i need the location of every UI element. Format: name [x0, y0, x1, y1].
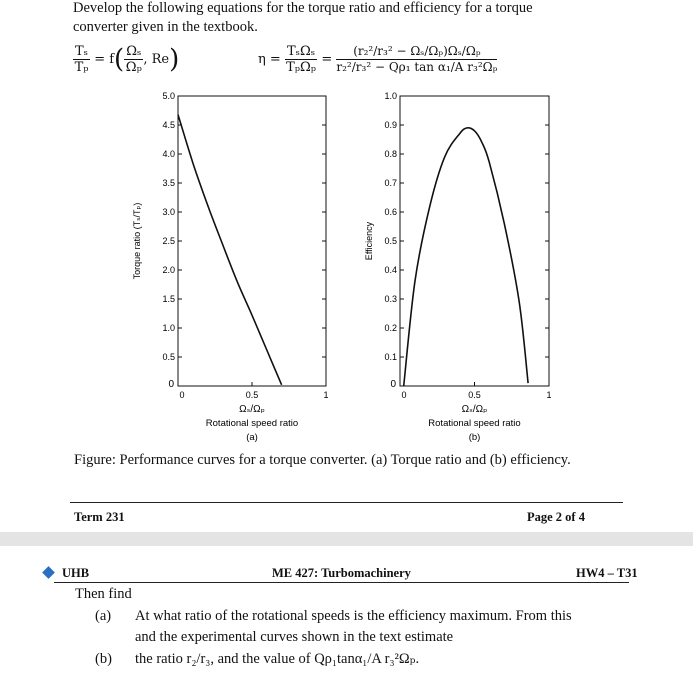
chart-b-ytick-label: 0.3 [384, 294, 397, 304]
chart-a-ylabel: Torque ratio (Tₛ/Tₚ) [132, 202, 142, 280]
document-page-2 [0, 546, 693, 673]
eq-equals: = [321, 52, 333, 67]
eq-lhs-numerator: Tₛ [75, 44, 89, 59]
chart-a-ytick-label: 3.0 [162, 207, 175, 217]
university-logo-icon [42, 566, 55, 579]
eq-f1-denominator: TₚΩₚ [286, 60, 316, 75]
chart-b-ytick-label: 0.8 [384, 149, 397, 159]
chart-b-xtick-label: 1 [546, 390, 552, 400]
chart-b-ytick-label: 0.2 [384, 323, 397, 333]
chart-a-ytick-label: 3.5 [162, 178, 175, 188]
item-a-line-1: At what ratio of the rotational speeds is the efficiency maximum. From this [135, 608, 572, 624]
chart-a-panel-label: (a) [246, 432, 258, 443]
chart-a-ytick-label: 1.5 [162, 294, 175, 304]
chart-a-xlabel-symbol: Ωₛ/Ωₚ [239, 404, 265, 415]
chart-a-ytick-label: 2.0 [162, 265, 175, 275]
header-university: UHB [62, 566, 90, 580]
intro-line-1: Develop the following equations for the torque ratio and efficiency for a torque [73, 0, 533, 16]
eq-f2-numerator: (r₂²/r₃² − Ωₛ/Ωₚ)Ωₛ/Ωₚ [336, 44, 497, 60]
chart-a-ytick-label: 5.0 [162, 91, 175, 101]
chart-b-series-line [404, 128, 528, 386]
chart-a-origin-label: 0 [168, 379, 174, 390]
performance-figure [0, 88, 693, 448]
chart-b-ytick-label: 0.7 [384, 178, 397, 188]
eq-f1-numerator: TₛΩₛ [286, 44, 316, 59]
chart-a-ytick-label: 1.0 [162, 323, 175, 333]
chart-b-xtick-label: 0 [401, 390, 407, 400]
chart-b-ytick-label: 0.1 [384, 352, 397, 362]
chart-a-ytick-label: 4.5 [162, 120, 175, 130]
chart-a-ytick-label: 2.5 [162, 236, 175, 246]
intro-line-2: converter given in the textbook. [73, 19, 258, 35]
eq-eta: η = [258, 52, 281, 67]
header-course: ME 427: Turbomachinery [272, 566, 411, 580]
chart-b-xtick-label: 0.5 [468, 390, 481, 400]
chart-b-ylabel: Efficiency [364, 221, 374, 261]
chart-a-xtick-label: 0 [179, 390, 185, 400]
footer-term: Term 231 [74, 510, 125, 524]
eq-f2-denominator: r₂²/r₃² − Qρ₁ tan α₁/A r₃²Ωₚ [336, 60, 498, 74]
chart-b-xlabel: Rotational speed ratio [428, 418, 521, 429]
chart-b-origin-label: 0 [390, 379, 396, 390]
item-b-line-1: the ratio r₂/r₃, and the value of Qρ₁tanα₁/A r₃²Ωₚ. [135, 651, 420, 667]
efficiency-equation [258, 44, 497, 75]
chart-a-xtick-label: 0.5 [245, 390, 259, 400]
torque-ratio-equation: $\frac{\text{Tₛ}}{\text{Tₚ}}$ = f( $\frac{\text{Ωₛ}}{\text{Ωₚ}}$ , Re) [74, 44, 180, 75]
chart-b-ytick-label: 0.9 [384, 120, 397, 130]
eq-arg-denominator: Ωₚ [125, 60, 142, 75]
header-homework: HW4 – T31 [576, 566, 638, 580]
item-a-line-2: and the experimental curves shown in the text estimate [135, 629, 454, 645]
eq-arg-tail: , Re [143, 52, 170, 67]
chart-b-ytick-label: 1.0 [384, 91, 397, 101]
chart-b-ytick-label: 0.4 [384, 265, 397, 275]
chart-b-xlabel-symbol: Ωₛ/Ωₚ [461, 404, 488, 415]
chart-a-series-line [178, 115, 282, 385]
chart-b-ytick-label: 0.5 [384, 236, 397, 246]
item-b-label: (b) [95, 651, 112, 667]
chart-a-xtick-label: 1 [323, 390, 329, 400]
chart-b-ytick-label: 0.6 [384, 207, 397, 217]
eq-lhs-denominator: Tₚ [74, 60, 89, 75]
chart-a-xlabel: Rotational speed ratio [205, 418, 299, 429]
eq-arg-numerator: Ωₛ [126, 44, 142, 59]
figure-caption: Figure: Performance curves for a torque converter. (a) Torque ratio and (b) efficiency. [74, 452, 571, 468]
item-a-label: (a) [95, 608, 112, 624]
chart-a-ytick-label: 0.5 [162, 352, 175, 362]
chart-a-ytick-label: 4.0 [162, 149, 175, 159]
footer-rule [70, 502, 623, 503]
eq-function: = f [94, 52, 115, 67]
chart-b-panel-label: (b) [468, 432, 481, 443]
then-find-text: Then find [75, 586, 132, 602]
footer-page-number: Page 2 of 4 [527, 510, 585, 524]
header-rule [54, 582, 629, 583]
chart-a-frame [178, 96, 326, 386]
